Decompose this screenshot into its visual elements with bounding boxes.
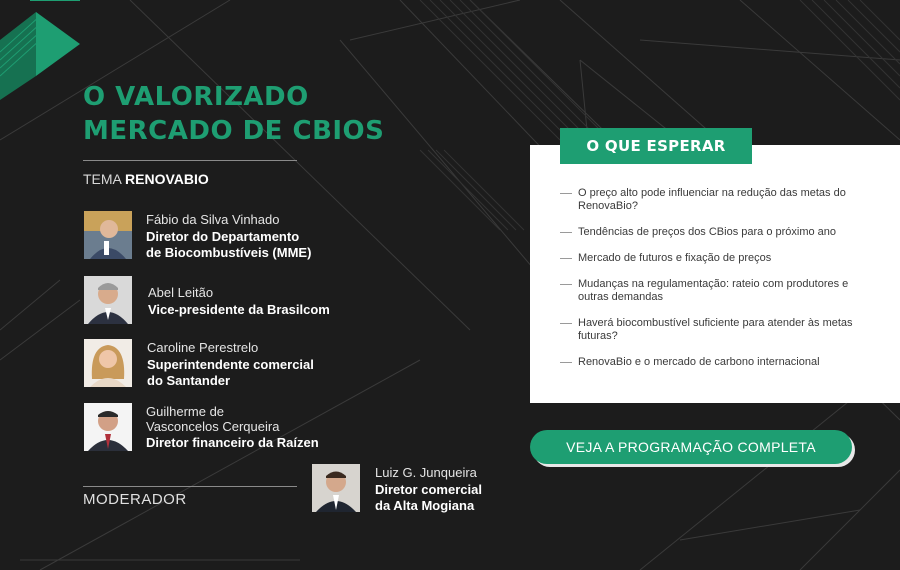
avatar xyxy=(84,276,132,324)
list-item: O preço alto pode influenciar na redução das metas do RenovaBio? xyxy=(560,187,870,213)
page-title xyxy=(83,80,413,148)
list-item: Mercado de futuros e fixação de preços xyxy=(560,252,870,265)
avatar xyxy=(312,464,360,512)
speaker-role: Superintendente comercial xyxy=(147,357,314,372)
speaker-role: Diretor do Departamento xyxy=(146,229,300,244)
avatar xyxy=(84,339,132,387)
avatar xyxy=(84,403,132,451)
moderator-role: Diretor comercial xyxy=(375,482,482,497)
tema-label: TEMA xyxy=(83,171,122,187)
title-line-1: O VALORIZADO xyxy=(83,82,309,112)
speaker-role: de Biocombustíveis (MME) xyxy=(146,245,312,260)
moderator-role: da Alta Mogiana xyxy=(375,498,475,513)
triangle-logo-icon xyxy=(0,0,90,100)
list-item: RenovaBio e o mercado de carbono internacional xyxy=(560,356,870,369)
expect-tab-label: O QUE ESPERAR xyxy=(560,128,752,164)
speaker-role: do Santander xyxy=(147,373,231,388)
speaker-name: Guilherme de xyxy=(146,404,225,419)
speaker-name: Vasconcelos Cerqueira xyxy=(146,419,280,434)
tema-value: RENOVABIO xyxy=(125,171,209,187)
speaker-name: Caroline Perestrelo xyxy=(147,340,259,355)
expect-panel xyxy=(530,145,900,403)
speaker-role: Diretor financeiro da Raízen xyxy=(146,435,319,450)
list-item: Haverá biocombustível suficiente para atender às metas futuras? xyxy=(560,317,870,343)
avatar xyxy=(84,211,132,259)
list-item: Tendências de preços dos CBios para o próximo ano xyxy=(560,226,870,239)
speaker-name: Fábio da Silva Vinhado xyxy=(146,212,280,227)
title-divider xyxy=(83,160,297,161)
moderator-label: MODERADOR xyxy=(83,491,187,508)
full-program-button[interactable]: VEJA A PROGRAMAÇÃO COMPLETA xyxy=(530,430,852,464)
tema-line xyxy=(83,171,209,187)
moderator-divider xyxy=(83,486,297,487)
moderator-name: Luiz G. Junqueira xyxy=(375,465,477,480)
expect-list xyxy=(560,187,870,382)
speaker-name: Abel Leitão xyxy=(148,285,214,300)
title-line-2: MERCADO DE CBIOS xyxy=(83,116,385,146)
speaker-role: Vice-presidente da Brasilcom xyxy=(148,302,330,317)
list-item: Mudanças na regulamentação: rateio com produtores e outras demandas xyxy=(560,278,870,304)
